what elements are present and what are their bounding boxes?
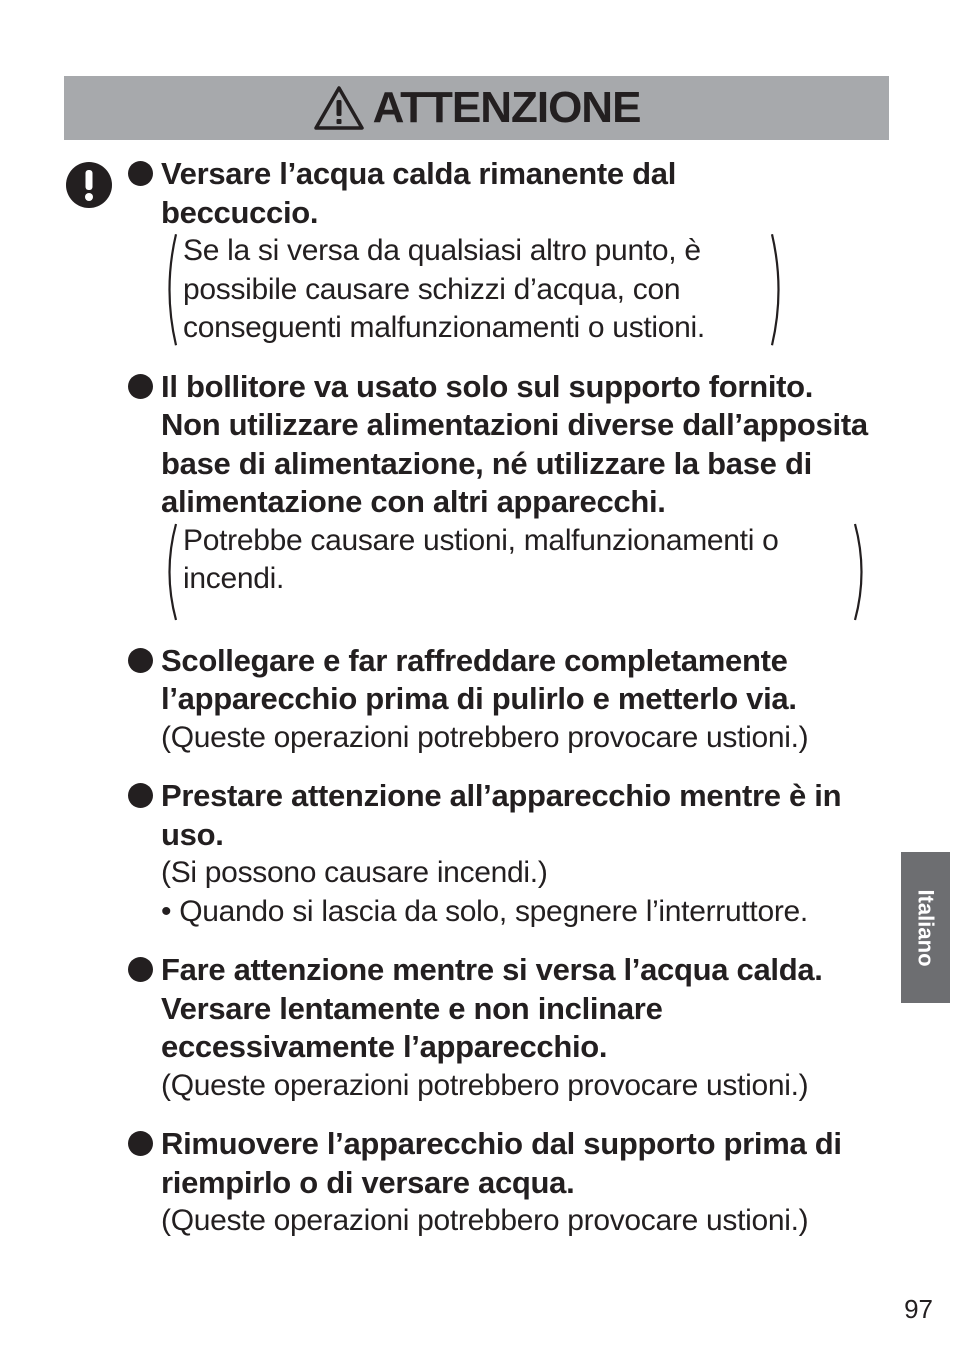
caution-note bbox=[161, 522, 898, 622]
caution-main-text: Versare l’acqua calda rimanente dal beccuccio. bbox=[161, 156, 677, 230]
caution-main-text: Scollegare e far raffreddare completamente l’apparecchio prima di pulirlo e metterlo via. bbox=[161, 642, 797, 716]
warning-triangle-icon bbox=[313, 85, 365, 131]
caution-item bbox=[128, 155, 898, 348]
caution-main-text: Rimuovere l’apparecchio dal supporto prima di riempirlo o di versare acqua. bbox=[161, 1126, 842, 1200]
bullet-icon bbox=[128, 1131, 153, 1156]
caution-note-text: (Queste operazioni potrebbero provocare ustioni.) bbox=[161, 1204, 809, 1237]
caution-note-text: Potrebbe causare ustioni, malfunzionamenti o incendi. bbox=[183, 523, 779, 595]
left-bracket bbox=[161, 522, 179, 622]
caution-main-text: Prestare attenzione all’apparecchio mentre è in uso. bbox=[161, 778, 842, 852]
caution-item bbox=[128, 1125, 898, 1241]
caution-item bbox=[128, 777, 898, 931]
language-tab bbox=[901, 852, 950, 1003]
caution-note bbox=[161, 232, 898, 348]
bullet-icon bbox=[128, 783, 153, 808]
caution-list bbox=[128, 155, 898, 1241]
caution-note-text: (Si possono causare incendi.) bbox=[161, 856, 548, 889]
caution-note-text: (Queste operazioni potrebbero provocare ustioni.) bbox=[161, 720, 809, 754]
caution-item bbox=[128, 368, 898, 622]
bullet-icon bbox=[128, 648, 153, 673]
language-tab-label: Italiano bbox=[913, 888, 939, 967]
caution-note-text: Se la si versa da qualsiasi altro punto, è possibile causare schizzi d’acqua, con conseguenti malfunzionamenti o ustioni. bbox=[183, 234, 705, 344]
bullet-icon bbox=[128, 957, 153, 982]
exclamation-circle-icon bbox=[66, 162, 112, 208]
caution-note-text: (Queste operazioni potrebbero provocare ustioni.) bbox=[161, 1068, 809, 1102]
right-bracket bbox=[769, 232, 787, 348]
caution-main-text: Fare attenzione mentre si versa l’acqua calda. Versare lentamente e non inclinare eccessivamente l’apparecchio. bbox=[161, 952, 823, 1064]
header-title-group bbox=[313, 83, 641, 133]
caution-subnote-text: • Quando si lascia da solo, spegnere l’interruttore. bbox=[161, 894, 808, 928]
page-number: 97 bbox=[904, 1294, 933, 1324]
page-title: ATTENZIONE bbox=[372, 83, 641, 132]
caution-main-text: Il bollitore va usato solo sul supporto fornito. Non utilizzare alimentazioni diverse dall’apposita base di alimentazione, né utilizzare la base di alimentazione con altri apparecchi. bbox=[161, 368, 868, 519]
caution-item bbox=[128, 951, 898, 1105]
bullet-icon bbox=[128, 374, 153, 399]
caution-item bbox=[128, 642, 898, 758]
right-bracket bbox=[852, 522, 870, 622]
left-bracket bbox=[161, 232, 179, 348]
warning-header-bar bbox=[64, 76, 889, 140]
bullet-icon bbox=[128, 161, 153, 186]
